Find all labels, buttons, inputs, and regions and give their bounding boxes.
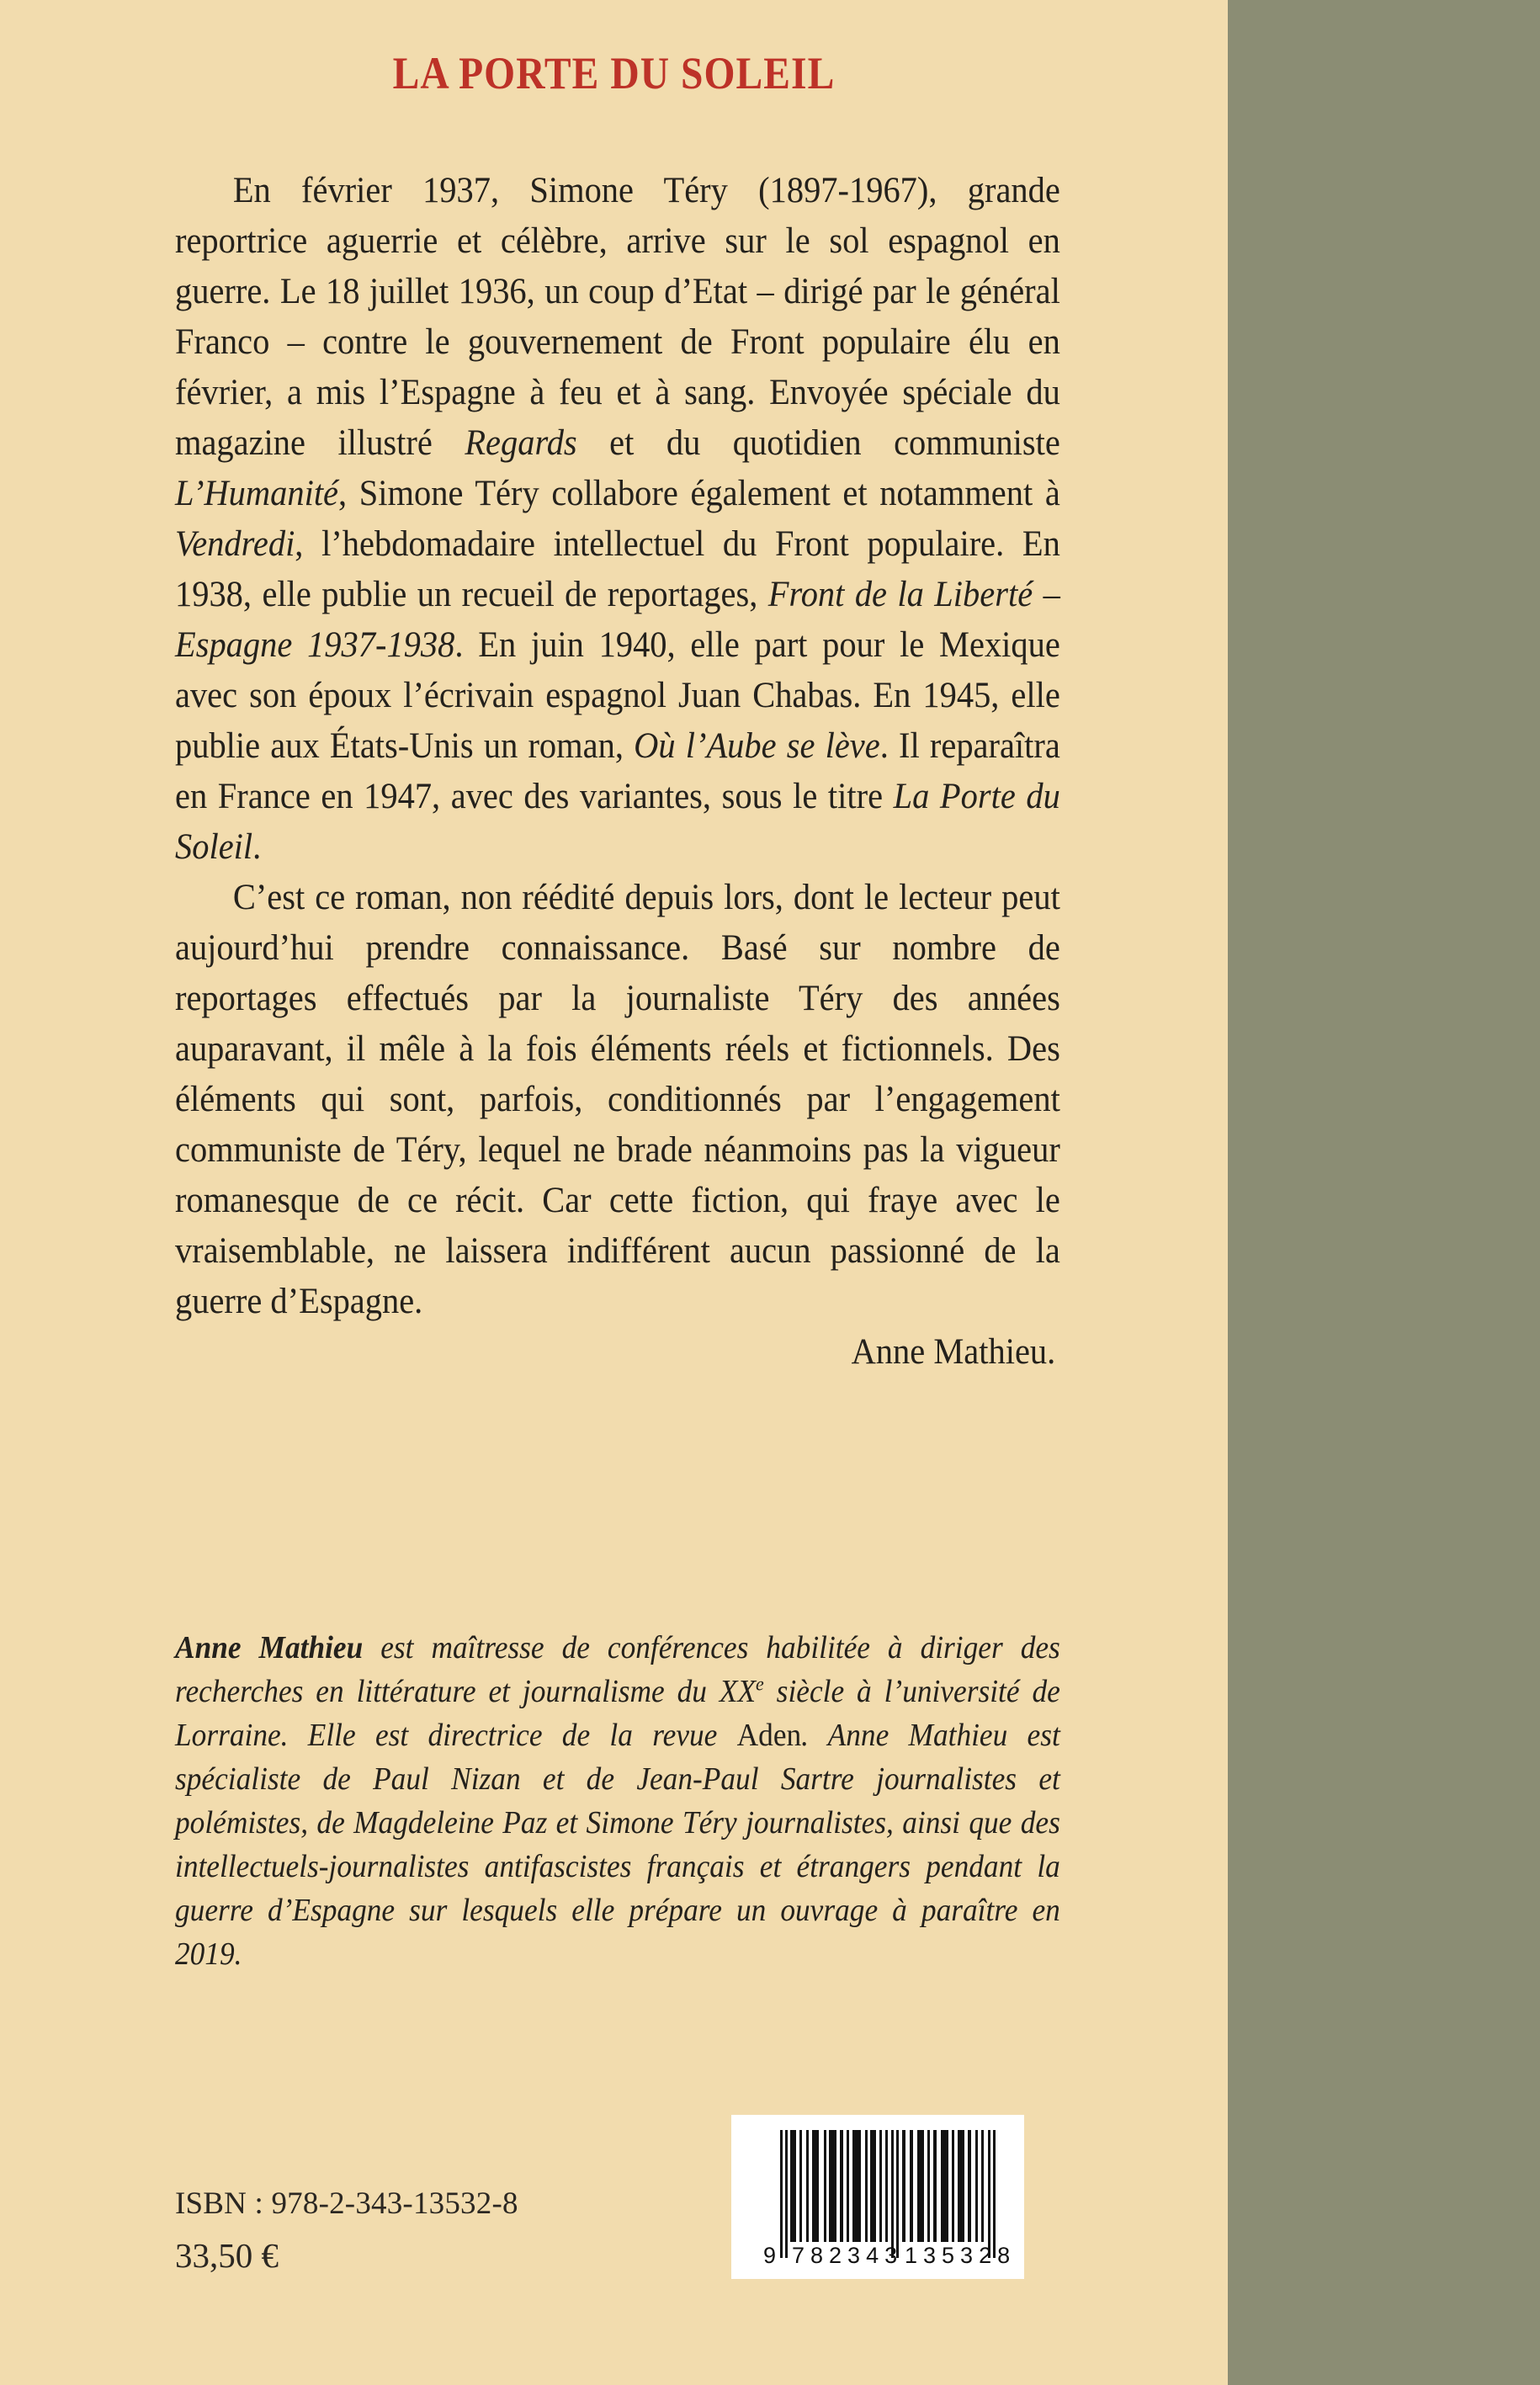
blurb-paragraph-1 xyxy=(175,165,1060,872)
author-bio-block xyxy=(175,1626,1060,1976)
century-ordinal-suffix: e xyxy=(756,1673,764,1696)
blurb-p1-seg-11: . Il reparaîtra en France en 1947, avec des variantes, sous le titre xyxy=(175,725,1060,816)
blurb-p1-seg-13: . xyxy=(252,826,262,867)
work-title-regards: Regards xyxy=(465,422,577,463)
blurb-text-block xyxy=(175,165,1060,1377)
barcode-bars xyxy=(780,2130,996,2258)
work-title-lhumanite: L’Humanité xyxy=(175,473,339,513)
work-title-vendredi: Vendredi xyxy=(175,523,295,564)
isbn-text: ISBN : 978-2-343-13532-8 xyxy=(175,2186,518,2221)
review-name-aden: Aden xyxy=(736,1718,802,1753)
author-bio-name: Anne Mathieu xyxy=(175,1630,364,1665)
spine-olive-panel xyxy=(1228,0,1540,2385)
blurb-p1-seg-9: . En juin 1940, elle part pour le Mexique avec son époux l’écrivain espagnol Juan Chabas. En 1945, elle publie aux États-Unis un roman, xyxy=(175,624,1060,766)
blurb-p1-seg-3: et du quotidien communiste xyxy=(576,422,1060,463)
ean13-barcode-icon xyxy=(731,2115,1024,2279)
price-text: 33,50 € xyxy=(175,2236,279,2275)
barcode-panel xyxy=(731,2115,1024,2279)
blurb-signature: Anne Mathieu. xyxy=(851,1331,1056,1372)
barcode-left-digits: 782343 xyxy=(792,2243,904,2268)
author-bio-seg-1: est maîtresse de conférences habilitée à diriger des recherches en littérature et journalisme du XX xyxy=(175,1630,1060,1709)
barcode-digits xyxy=(763,2243,1016,2268)
blurb-p1-seg-5: , Simone Téry collabore également et notamment à xyxy=(338,473,1060,513)
work-title-la-porte-du-soleil: La Porte du Soleil xyxy=(175,776,1060,867)
blurb-p1-seg-7: , l’hebdomadaire intellectuel du Front populaire. En 1938, elle publie un recueil de reportages, xyxy=(175,523,1060,614)
page-title: LA PORTE DU SOLEIL xyxy=(392,48,836,98)
barcode-lead-digit: 9 xyxy=(763,2243,777,2268)
author-bio-seg-3: . Anne Mathieu est spécialiste de Paul Nizan et de Jean-Paul Sartre journalistes et polémistes, de Magdeleine Paz et Simone Téry journalistes, ainsi que des intellectuels-journalistes antifascistes français et étrangers pendant la guerre d’Espagne sur lesquels elle prépare un ouvrage à paraître en 2019. xyxy=(175,1718,1060,1972)
author-bio-seg-2: siècle à l’université de Lorraine. Elle est directrice de la revue xyxy=(175,1674,1060,1753)
work-title-front-de-la-liberte: Front de la Liberté – Espagne 1937-1938 xyxy=(175,574,1060,665)
author-bio-paragraph xyxy=(175,1626,1060,1976)
blurb-paragraph-2: C’est ce roman, non réédité depuis lors, dont le lecteur peut aujourd’hui prendre connaissance. Basé sur nombre de reportages effectués par la journaliste Téry des années auparavant, il mêle à la fois éléments réels et fictionnels. Des éléments qui sont, parfois, conditionnés par l’engagement communiste de Téry, lequel ne brade néanmoins pas la vigueur romanesque de ce récit. Car cette fiction, qui fraye avec le vraisemblable, ne laissera indifférent aucun passionné de la guerre d’Espagne. xyxy=(175,877,1060,1321)
blurb-p1-seg-1: En février 1937, Simone Téry (1897-1967), grande reportrice aguerrie et célèbre, arrive sur le sol espagnol en guerre. Le 18 juillet 1936, un coup d’Etat – dirigé par le général Franco – contre le gouvernement de Front populaire élu en février, a mis l’Espagne à feu et à sang. Envoyée spéciale du magazine illustré xyxy=(175,170,1060,463)
barcode-right-digits: 135328 xyxy=(905,2243,1017,2268)
work-title-ou-laube-se-leve: Où l’Aube se lève xyxy=(634,725,880,766)
